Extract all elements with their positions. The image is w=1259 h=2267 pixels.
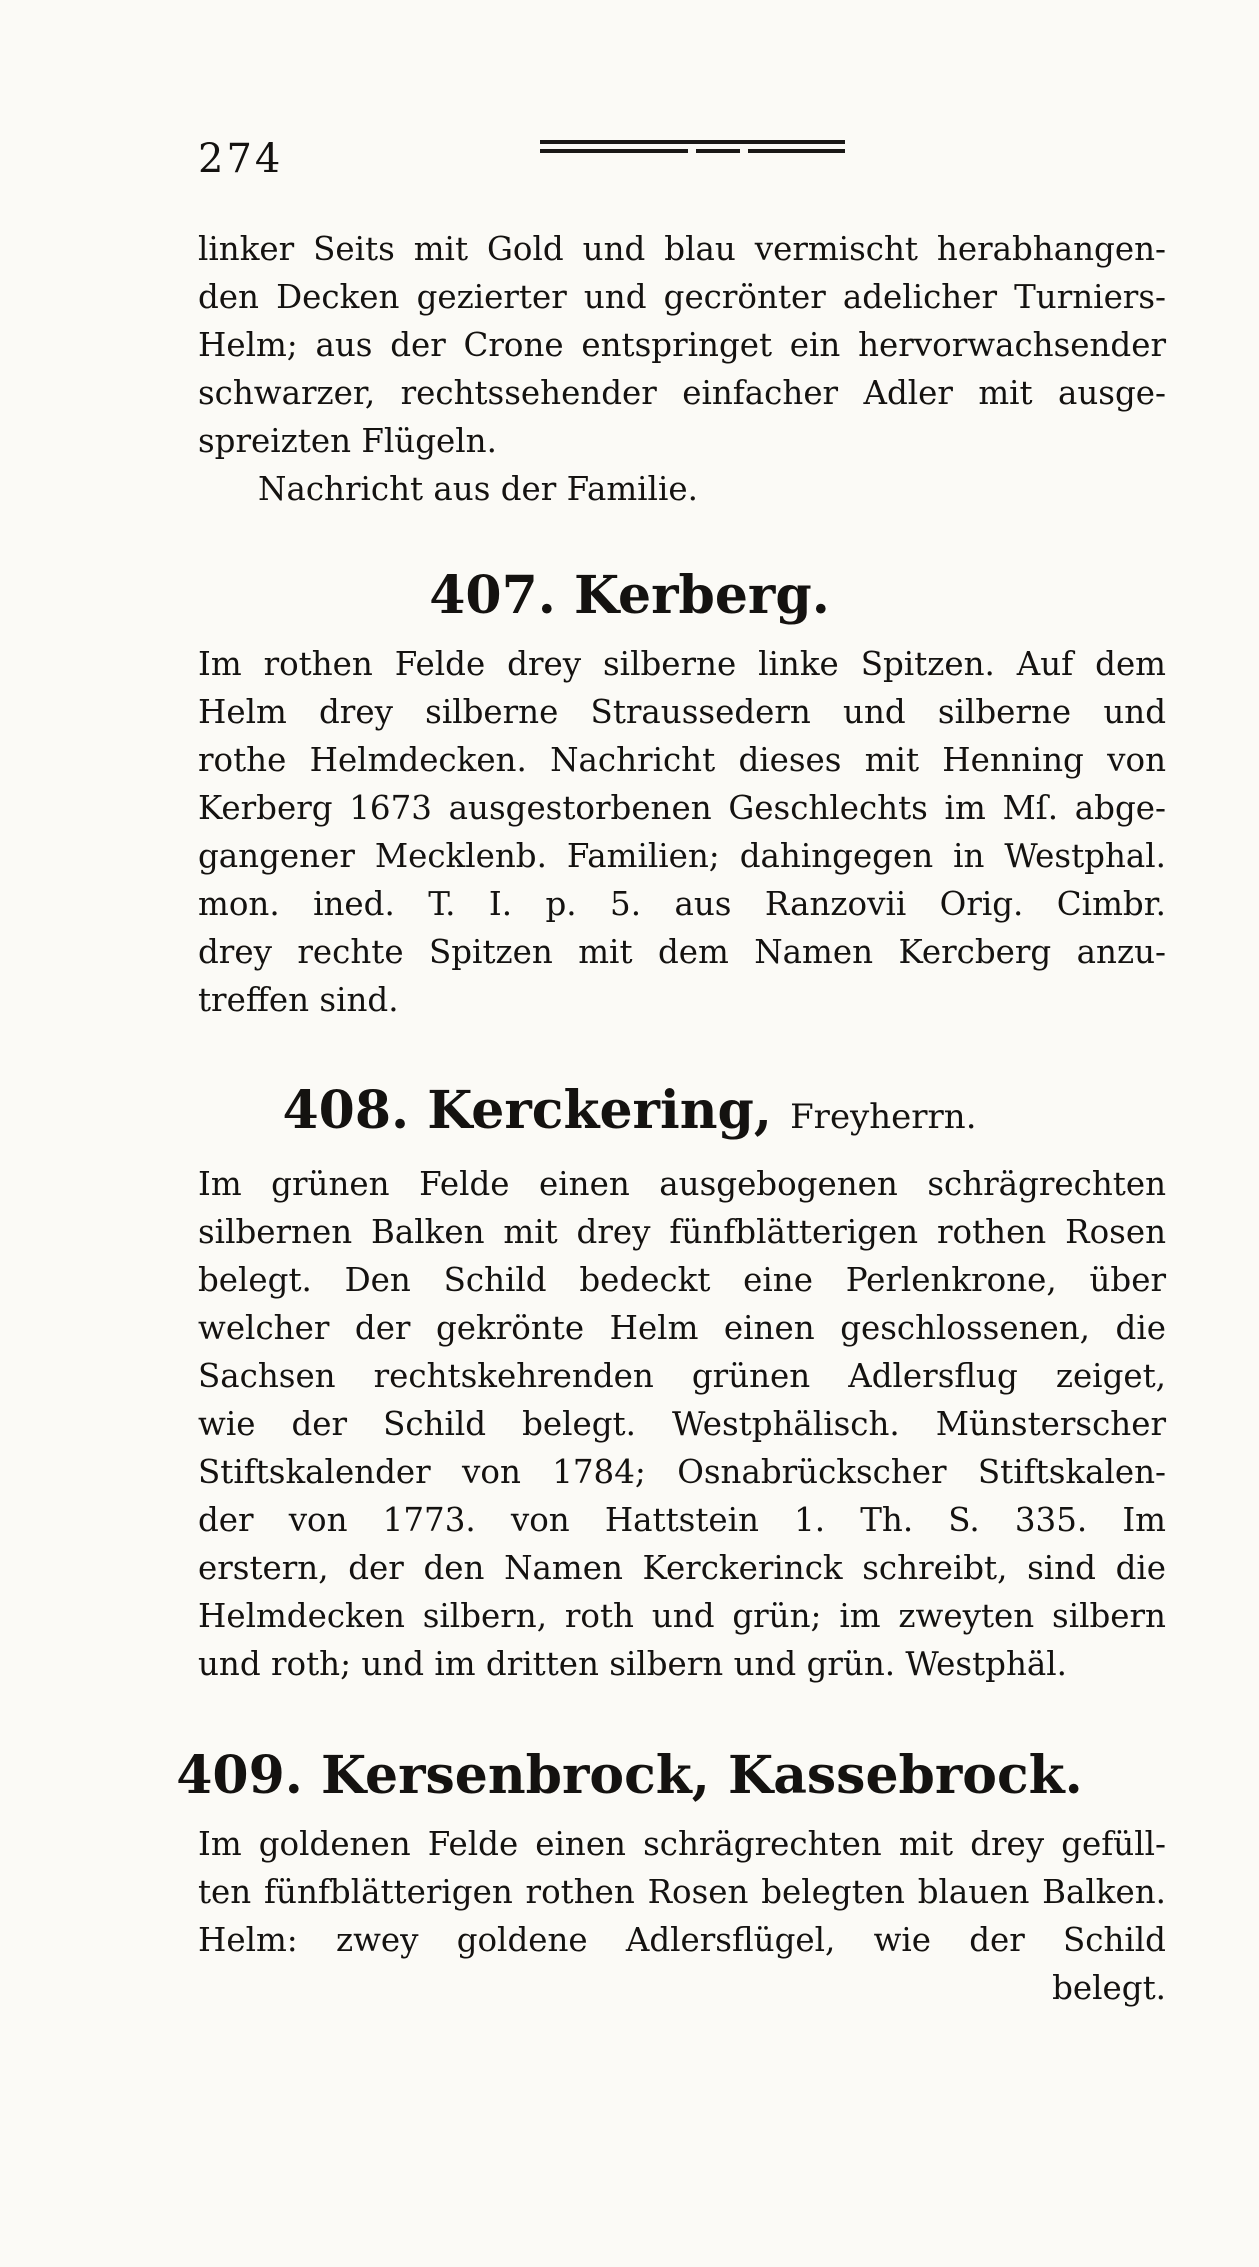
text-line: gangener Mecklenb. Familien; dahingegen in Westphal. bbox=[198, 837, 1166, 875]
text-line: linker Seits mit Gold und blau vermischt herabhangen- bbox=[198, 230, 1166, 268]
text-line: und roth; und im dritten silbern und grün. Westphäl. bbox=[198, 1645, 1067, 1683]
text-line: Helm: zwey goldene Adlersflügel, wie der Schild bbox=[198, 1921, 1166, 1959]
source-note: Nachricht aus der Familie. bbox=[258, 470, 698, 508]
text-line: Kerberg 1673 ausgestorbenen Geschlechts im Mſ. abge- bbox=[198, 789, 1166, 827]
text-line: der von 1773. von Hattstein 1. Th. S. 335. Im bbox=[198, 1501, 1166, 1539]
entry-body-407 bbox=[198, 640, 1166, 1024]
text-line: treffen sind. bbox=[198, 981, 399, 1019]
text-line: Im goldenen Felde einen schrägrechten mit drey gefüll- bbox=[198, 1825, 1166, 1863]
text-line: welcher der gekrönte Helm einen geschlossenen, die bbox=[198, 1309, 1166, 1347]
text-line: Im grünen Felde einen ausgebogenen schrägrechten bbox=[198, 1165, 1166, 1203]
text-line: erstern, der den Namen Kerckerinck schreibt, sind die bbox=[198, 1549, 1166, 1587]
text-line: Helm drey silberne Straussedern und silberne und bbox=[198, 693, 1166, 731]
text-line: Sachsen rechtskehrenden grünen Adlersflug zeiget, bbox=[198, 1357, 1166, 1395]
text-line: rothe Helmdecken. Nachricht dieses mit Henning von bbox=[198, 741, 1166, 779]
entry-heading-409 bbox=[0, 1745, 1259, 1806]
entry-heading-407 bbox=[0, 565, 1259, 626]
entry-subtitle: Freyherrn. bbox=[790, 1097, 977, 1137]
text-line: drey rechte Spitzen mit dem Namen Kercberg anzu- bbox=[198, 933, 1166, 971]
intro-paragraph bbox=[198, 225, 1166, 513]
entry-title: 408. Kerckering, bbox=[282, 1080, 772, 1141]
page-number: 274 bbox=[198, 136, 284, 182]
entry-body-408 bbox=[198, 1160, 1166, 1688]
entry-heading-408 bbox=[0, 1080, 1259, 1141]
text-line: schwarzer, rechtssehender einfacher Adler mit ausge- bbox=[198, 374, 1166, 412]
text-line: wie der Schild belegt. Westphälisch. Münsterscher bbox=[198, 1405, 1166, 1443]
text-line: ten fünfblätterigen rothen Rosen belegten blauen Balken. bbox=[198, 1873, 1166, 1911]
text-line: spreizten Flügeln. bbox=[198, 422, 497, 460]
text-line: silbernen Balken mit drey fünfblätterigen rothen Rosen bbox=[198, 1213, 1166, 1251]
entry-title: 409. Kersenbrock, Kassebrock. bbox=[176, 1745, 1083, 1806]
text-line: Helmdecken silbern, roth und grün; im zweyten silbern bbox=[198, 1597, 1166, 1635]
text-line: belegt. Den Schild bedeckt eine Perlenkrone, über bbox=[198, 1261, 1166, 1299]
text-line: mon. ined. T. I. p. 5. aus Ranzovii Orig. Cimbr. bbox=[198, 885, 1166, 923]
text-line: Helm; aus der Crone entspringet ein hervorwachsender bbox=[198, 326, 1166, 364]
entry-title: 407. Kerberg. bbox=[429, 565, 830, 626]
entry-body-409 bbox=[198, 1820, 1166, 2012]
text-line: Stiftskalender von 1784; Osnabrückscher Stiftskalen- bbox=[198, 1453, 1166, 1491]
text-line: Im rothen Felde drey silberne linke Spitzen. Auf dem bbox=[198, 645, 1166, 683]
header-ornament-rule bbox=[540, 140, 845, 158]
text-line: den Decken gezierter und gecrönter adelicher Turniers- bbox=[198, 278, 1166, 316]
text-line-final: belegt. bbox=[1052, 1969, 1166, 2007]
